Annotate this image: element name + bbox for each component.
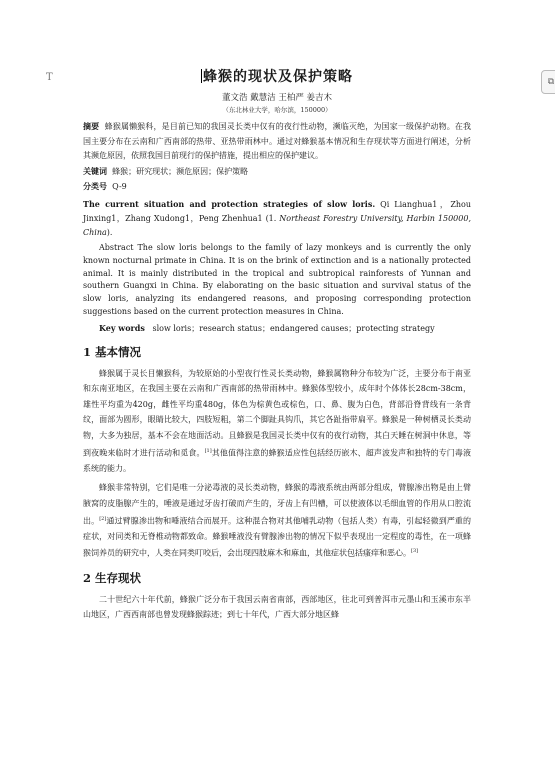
authors: 董文浩 戴慧洁 王柏严 姜吉木	[221, 93, 333, 103]
section2-paragraph-1: 二十世纪六十年代前，蜂猴广泛分布于我国云南省南部，西部地区，往北可到普洱市元墨山和玉溪市东半山地区，广西西南部也曾发现蜂猴踪迹；到七十年代，广西大部分地区蜂	[83, 594, 471, 620]
abstract-en: Abstract The slow loris belongs to the family of lazy monkeys and is currently the only known nocturnal primate in China. It is on the brink of extinction and is a nationally protected animal. It is mainly distributed in the tropical and subtropical rainforests of Yunnan and southern Guangxi in China. By elaborating on the basic situation and survival status of the slow loris, analyzing its endangered reasons, and proposing corresponding protection suggestions based on the current protection measures in China.	[83, 242, 471, 316]
classification-text: Q-9	[112, 182, 127, 192]
english-authors: Qi Lianghua1，Zhou Jinxing1，Zhang Xudong1，Peng Zhenhua1 (1.	[83, 199, 471, 223]
english-title-line	[83, 197, 471, 240]
english-affil-tail: ).	[106, 227, 113, 237]
keywords-cn-text: 蜂猴；研究现状；濒危原因；保护策略	[112, 166, 249, 176]
classification	[83, 179, 471, 195]
document-body	[83, 66, 471, 623]
english-title: The current situation and protection strategies of slow loris.	[83, 198, 376, 209]
comment-panel-icon[interactable]: ⧉	[541, 70, 555, 94]
abstract-cn-text: 蜂猴属懒猴科，是目前已知的我国灵长类中仅有的夜行性动物，濒临灭绝，为国家一级保护动物。在我国主要分布在云南和广西南部的热带、亚热带雨林中。通过对蜂猴基本情况和生存现状等方面进行阐述，分析其濒危原因，依照我国目前现行的保护措施，提出相应的保护建议。	[83, 122, 471, 161]
keywords-cn-label: 关键词	[83, 165, 107, 176]
section1-p2-tail: 通过臂腺渗出物和唾液结合而展开。这种混合物对其他哺乳动物（包括人类）有毒，引起轻微到严重的症状，对同类和无脊椎动物都致命。蜂猴唾液没有臂腺渗出物的情况下似乎表现出一定程度的毒性，在一项蜂猴饲养员的研究中，人类在同类叮咬后，会出现四肢麻木和麻血，其他症状包括瘙痒和恶心。	[83, 516, 472, 559]
english-affiliation: Northeast Forestry University, Harbin 150000, China	[83, 213, 471, 237]
section1-p2-text: 蜂猴非常特别，它们是唯一分泌毒液的灵长类动物，蜂猴的毒液系统由两部分组成，臂腺渗出物是由上臂腋窝的皮脂腺产生的，唾液是通过牙齿打破而产生的，牙齿上有凹槽，可以使液体以毛细血管的作用从口腔流出。	[83, 483, 471, 526]
section1-p1-tail: 其他值得注意的蜂猴适应性包括经历嵌木、超声波发声和独特的专门毒液系统的能力。	[83, 448, 472, 473]
keywords-cn	[83, 164, 471, 180]
affiliation: （东北林业大学，哈尔滨，150000）	[222, 106, 332, 114]
citation-2[interactable]: [2]	[99, 515, 107, 522]
section1-paragraph-2	[83, 480, 471, 561]
text-cursor-marker: T	[46, 72, 53, 83]
keywords-en-label: Key words	[99, 322, 145, 333]
abstract-cn	[83, 119, 471, 164]
keywords-en-text: slow loris；research status；endangered causes；protecting strategy	[152, 323, 435, 333]
section1-p1-text: 蜂猴属于灵长目懒猴科，为较原始的小型夜行性灵长类动物，蜂猴属物种分布较为广泛，主要分布于南亚和东南亚地区，在我国主要在云南和广西南部的热带雨林中。蜂猴体型较小，成年时个体体长28cm-38cm，雄性平均重为420g，雌性平均重480g，体色为棕黄色或棕色，口、鼻、腹为白色，背部沿脊背线有一条背纹，面部为圆形，眼睛比较大，四肢短粗，第二个脚趾具钩爪，其它各趾指带扁平。蜂猴是一种树栖灵长类动物，大多为独居，基本不会在地面活动。且蜂猴是我国灵长类中仅有的夜行动物，其白天睡在树洞中休息，等到夜晚来临时才进行活动和觅食。	[83, 368, 471, 458]
citation-3[interactable]: [3]	[411, 548, 419, 555]
classification-label: 分类号	[83, 181, 107, 192]
section-heading-2: 2 生存现状	[83, 570, 142, 585]
keywords-en	[83, 322, 471, 336]
citation-1[interactable]: [1]	[204, 447, 212, 454]
section1-paragraph-1	[83, 366, 471, 477]
section-heading-1: 1 基本情况	[83, 344, 142, 359]
text-cursor	[201, 69, 202, 83]
paper-title[interactable]	[83, 66, 471, 86]
abstract-cn-label: 摘要	[83, 121, 100, 131]
title-text: 蜂猴的现状及保护策略	[203, 69, 353, 85]
